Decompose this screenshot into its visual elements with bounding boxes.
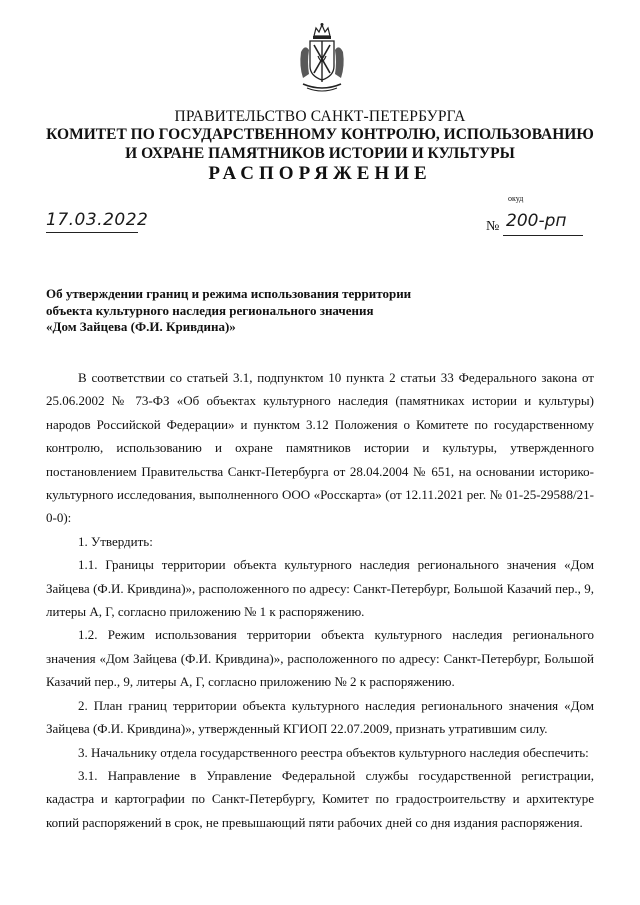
subject-line: Об утверждении границ и режима использования территории bbox=[46, 286, 412, 301]
body-paragraph: 2. План границ территории объекта культурного наследия регионального значения «Дом Зайцева (Ф.И. Кривдина)», утвержденный КГИОП 22.07.2009, признать утратившим силу. bbox=[46, 697, 594, 737]
government-title: ПРАВИТЕЛЬСТВО САНКТ-ПЕТЕРБУРГА bbox=[174, 108, 466, 125]
committee-title-line-1: КОМИТЕТ ПО ГОСУДАРСТВЕННОМУ КОНТРОЛЮ, ИСПОЛЬЗОВАНИЮ bbox=[46, 126, 594, 143]
saint-petersburg-coat-of-arms-icon bbox=[297, 22, 347, 94]
body-paragraph: 1.1. Границы территории объекта культурного наследия регионального значения «Дом Зайцева (Ф.И. Кривдина)», расположенного по адресу: Санкт-Петербург, Большой Казачий пер., 9, литеры А, Г, согласно приложению № 1 к распоряжению. bbox=[46, 557, 594, 620]
subject-line: объекта культурного наследия регионального значения bbox=[46, 302, 374, 318]
document-type: РАСПОРЯЖЕНИЕ bbox=[208, 163, 432, 184]
body-paragraph: 3. Начальнику отдела государственного реестра объектов культурного наследия обеспечить: bbox=[78, 744, 589, 760]
committee-title-line-2: И ОХРАНЕ ПАМЯТНИКОВ ИСТОРИИ И КУЛЬТУРЫ bbox=[125, 145, 515, 162]
body-paragraph: В соответствии со статьей 3.1, подпунктом 10 пункта 2 статьи 33 Федерального закона от 25.06.2002 № 73-ФЗ «Об объектах культурного наследия (памятниках истории и культуры) народов Российской Федерации» и пунктом 3.12 Положения о Комитете по государственному контролю, использованию и охране памятников истории и культуры, утвержденного постановлением Правительства Санкт-Петербурга от 28.04.2004 № 651, на основании историко-культурного исследования, выполненного ООО «Росскарта» (от 12.11.2021 рег. № 01-25-29588/21-0-0): bbox=[46, 370, 594, 526]
body-paragraph: 1. Утвердить: bbox=[78, 533, 153, 549]
body-paragraph: 3.1. Направление в Управление Федеральной службы государственной регистрации, кадастра и картографии по Санкт-Петербургу, Комитет по градостроительству и архитектуре копий распоряжений в срок, не превышающий пяти рабочих дней со дня издания распоряжения. bbox=[46, 767, 594, 830]
document-body bbox=[46, 366, 594, 834]
document-subject bbox=[46, 286, 466, 336]
body-paragraph: 1.2. Режим использования территории объекта культурного наследия регионального значения «Дом Зайцева (Ф.И. Кривдина)», расположенного по адресу: Санкт-Петербург, Большой Казачий пер., 9, литеры А, Г, согласно приложению № 2 к распоряжению. bbox=[46, 627, 594, 690]
number-label: № bbox=[486, 219, 500, 234]
date-underline bbox=[46, 232, 138, 233]
document-number: 200-рп bbox=[506, 211, 567, 231]
subject-line: «Дом Зайцева (Ф.И. Кривдина)» bbox=[46, 319, 236, 334]
document-date: 17.03.2022 bbox=[46, 210, 149, 230]
okud-label: окуд bbox=[508, 194, 524, 203]
number-underline bbox=[503, 235, 583, 236]
